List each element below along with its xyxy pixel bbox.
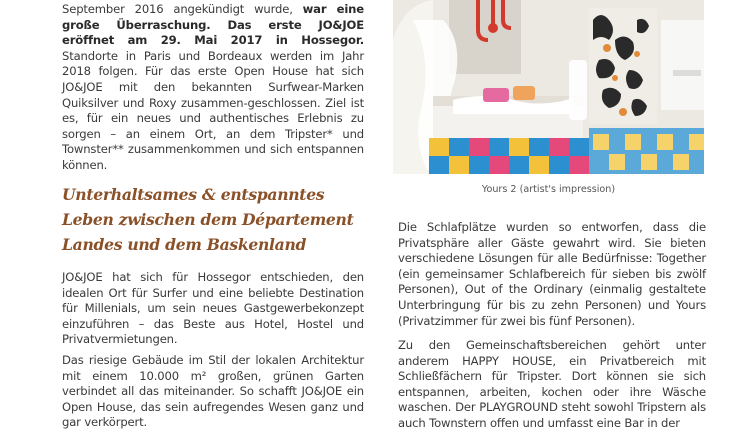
photo-caption: Yours 2 (artist's impression) <box>481 184 616 195</box>
intro-paragraph <box>62 2 364 174</box>
building-paragraph: Das riesige Gebäude im Stil der lokalen Architektur mit einem 10.000 m² großen, grünen Garten verbindet all das miteinander. So schafft JO&JOE ein Open House, das sein aufregendes Wesen ganz und gar verkörpert. <box>62 353 364 430</box>
intro-text-end: Standorte in Paris und Bordeaux werden im Jahr 2018 folgen. Für das erste Open House hat sich JO&JOE mit den bekannten Surfwear-Marken Quiksilver und Roxy zusammen-geschlossen. Ziel ist es, für ein neues und authentisches Erlebnis zu sorgen – an einem Ort, an dem Tripster* und Townster** zusammenkommen und sich entspannen können. <box>62 48 364 172</box>
section-heading: Unterhaltsames & entspanntes Leben zwischen dem Département Landes und dem Baskenland <box>62 185 354 254</box>
sleep-paragraph: Die Schlafplätze wurden so entworfen, dass die Privatsphäre aller Gäste gewahrt wird. Sie bieten verschiedene Lösungen für alle Bedürfnisse: Together (ein gemeinsamer Schlafbereich für sieben bis zwölf Personen), Out of the Ordinary (einmalig gestaltete Unterbringung für bis zu zehn Personen) und Yours (Privatzimmer für zwei bis fünf Personen). <box>398 220 706 328</box>
room-photo <box>393 0 704 174</box>
happy-house-paragraph: Zu den Gemeinschaftsbereichen gehört unter anderem HAPPY HOUSE, ein Privatbereich mit Schließfächern für Tripster. Dort können sie sich entspannen, arbeiten, kochen oder ihre Wäsche waschen. Der PLAYGROUND steht sowohl Tripstern als auch Townstern offen und umfasst eine Bar in der <box>398 338 706 430</box>
hossegor-paragraph: JO&JOE hat sich für Hossegor entschieden, den idealen Ort für Surfer und eine beliebte Destination für Millenials, um sein neues Gastgewerbekonzept einzuführen – das Beste aus Hotel, Hostel und Privatvermietungen. <box>62 270 364 347</box>
intro-text-start: September 2016 angekündigt wurde, <box>62 2 303 16</box>
room-illustration <box>393 0 704 174</box>
intro-bold-text: war eine große Überraschung. Das erste JO&JOE eröffnet am 29. Mai 2017 in Hossegor. <box>62 2 364 48</box>
